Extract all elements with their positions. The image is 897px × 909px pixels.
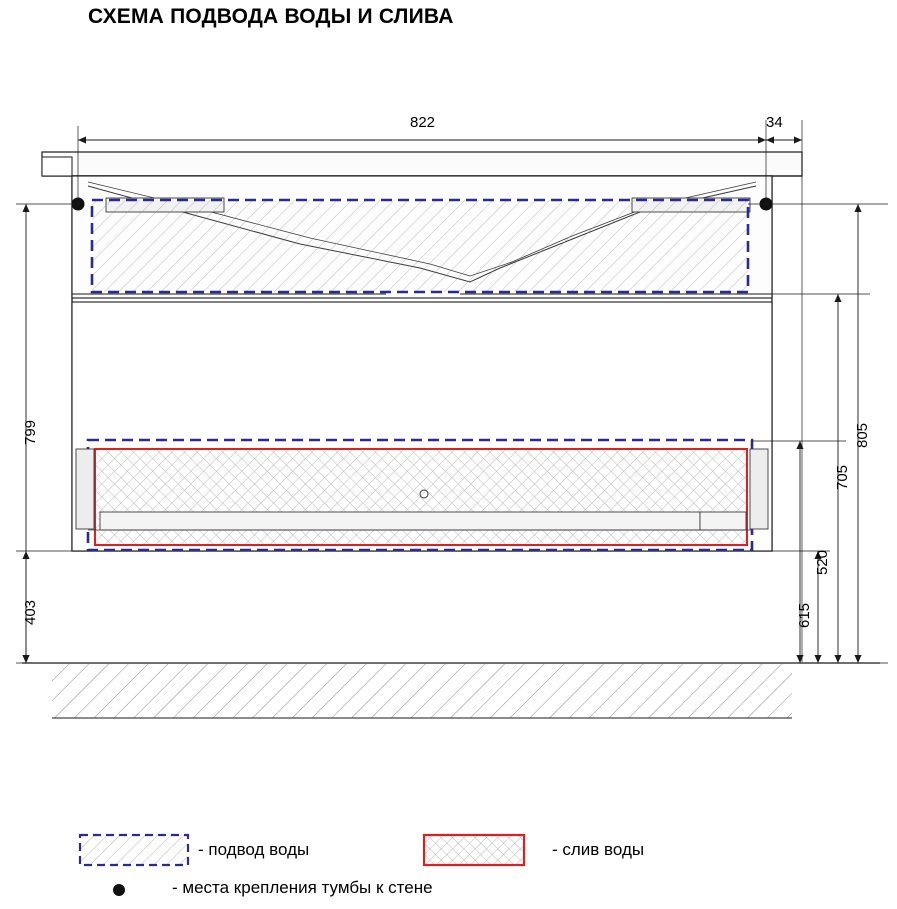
dim-705: 705	[834, 464, 851, 490]
dim-34: 34	[766, 114, 783, 131]
legend-mount-label: - места крепления тумбы к стене	[172, 878, 433, 897]
legend-supply-swatch	[80, 835, 188, 865]
legend-mount-dot	[113, 884, 125, 896]
page-title: СХЕМА ПОДВОДА ВОДЫ И СЛИВА	[88, 5, 454, 28]
dim-520: 520	[814, 549, 831, 575]
dim-805: 805	[854, 422, 871, 448]
dim-403: 403	[22, 599, 39, 625]
dim-822: 822	[410, 114, 436, 131]
legend-supply-label: - подвод воды	[198, 840, 310, 859]
dim-799: 799	[22, 419, 39, 445]
legend-drain-label: - слив воды	[552, 840, 645, 859]
legend-drain-swatch	[424, 835, 524, 865]
dim-615: 615	[796, 602, 813, 628]
